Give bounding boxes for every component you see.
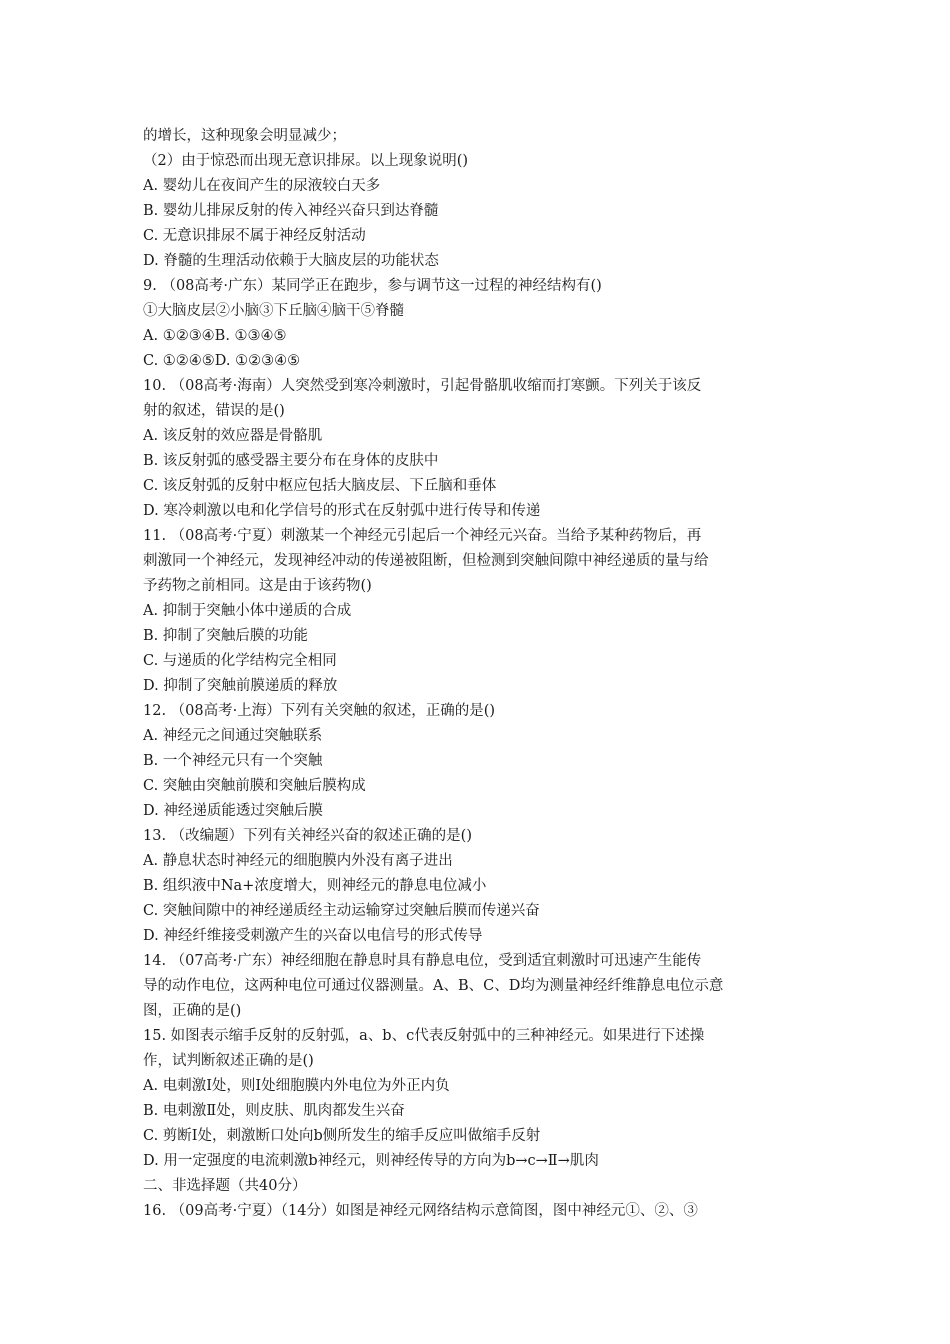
text-line: D. 抑制了突触前膜递质的释放 — [143, 678, 338, 694]
text-line: B. 组织液中Na+浓度增大，则神经元的静息电位减小 — [143, 878, 487, 894]
text-line: C. 与递质的化学结构完全相同 — [143, 653, 337, 669]
text-line: 作，试判断叙述正确的是() — [143, 1053, 314, 1069]
document-text — [143, 124, 823, 1224]
text-line: 12. （08高考·上海）下列有关突触的叙述，正确的是() — [143, 703, 496, 719]
text-line: A. 电刺激Ⅰ处，则Ⅰ处细胞膜内外电位为外正内负 — [143, 1078, 450, 1094]
text-line: 导的动作电位，这两种电位可通过仪器测量。A、B、C、D均为测量神经纤维静息电位示意 — [143, 978, 724, 994]
text-line: C. 剪断Ⅰ处，刺激断口处向b侧所发生的缩手反应叫做缩手反射 — [143, 1128, 541, 1144]
text-line: 射的叙述，错误的是() — [143, 403, 285, 419]
text-line: B. 该反射弧的感受器主要分布在身体的皮肤中 — [143, 453, 439, 469]
text-line: A. 婴幼儿在夜间产生的尿液较白天多 — [143, 178, 381, 194]
text-line: D. 寒冷刺激以电和化学信号的形式在反射弧中进行传导和传递 — [143, 503, 541, 519]
text-line: B. 电刺激Ⅱ处，则皮肤、肌肉都发生兴奋 — [143, 1103, 405, 1119]
text-line: B. 抑制了突触后膜的功能 — [143, 628, 308, 644]
text-line: C. 突触间隙中的神经递质经主动运输穿过突触后膜而传递兴奋 — [143, 903, 540, 919]
text-line: D. 脊髓的生理活动依赖于大脑皮层的功能状态 — [143, 253, 439, 269]
text-line: 二、非选择题（共40分） — [143, 1178, 307, 1194]
text-line: （2）由于惊恐而出现无意识排尿。以上现象说明() — [143, 153, 469, 169]
text-line: C. 突触由突触前膜和突触后膜构成 — [143, 778, 366, 794]
text-line: ①大脑皮层②小脑③下丘脑④脑干⑤脊髓 — [143, 303, 404, 319]
text-line: A. ①②③④B. ①③④⑤ — [143, 328, 287, 344]
text-line: D. 神经递质能透过突触后膜 — [143, 803, 323, 819]
text-line: 予药物之前相同。这是由于该药物() — [143, 578, 372, 594]
text-line: 的增长，这种现象会明显减少； — [143, 128, 346, 144]
text-line: 刺激同一个神经元，发现神经冲动的传递被阻断，但检测到突触间隙中神经递质的量与给 — [143, 553, 709, 569]
text-line: 16. （09高考·宁夏）（14分）如图是神经元网络结构示意简图，图中神经元①、②、③ — [143, 1203, 698, 1219]
text-line: D. 用一定强度的电流刺激b神经元，则神经传导的方向为b→c→Ⅱ→肌肉 — [143, 1153, 599, 1169]
text-line: A. 该反射的效应器是骨骼肌 — [143, 428, 323, 444]
text-line: B. 一个神经元只有一个突触 — [143, 753, 323, 769]
text-line: 10. （08高考·海南）人突然受到寒冷刺激时，引起骨骼肌收缩而打寒颤。下列关于该反 — [143, 378, 702, 394]
text-line: D. 神经纤维接受刺激产生的兴奋以电信号的形式传导 — [143, 928, 483, 944]
text-line: 9. （08高考·广东）某同学正在跑步，参与调节这一过程的神经结构有() — [143, 278, 602, 294]
text-line: A. 抑制于突触小体中递质的合成 — [143, 603, 352, 619]
text-line: 13. （改编题）下列有关神经兴奋的叙述正确的是() — [143, 828, 472, 844]
text-line: C. 该反射弧的反射中枢应包括大脑皮层、下丘脑和垂体 — [143, 478, 497, 494]
text-line: 14. （07高考·广东）神经细胞在静息时具有静息电位，受到适宜刺激时可迅速产生能传 — [143, 953, 702, 969]
text-line: C. 无意识排尿不属于神经反射活动 — [143, 228, 366, 244]
text-line: 15. 如图表示缩手反射的反射弧，a、b、c代表反射弧中的三种神经元。如果进行下述操 — [143, 1028, 705, 1044]
text-line: A. 静息状态时神经元的细胞膜内外没有离子进出 — [143, 853, 453, 869]
text-line: A. 神经元之间通过突触联系 — [143, 728, 323, 744]
text-line: 图，正确的是() — [143, 1003, 242, 1019]
text-line: B. 婴幼儿排尿反射的传入神经兴奋只到达脊髓 — [143, 203, 439, 219]
text-line: 11. （08高考·宁夏）刺激某一个神经元引起后一个神经元兴奋。当给予某种药物后，再 — [143, 528, 702, 544]
text-line: C. ①②④⑤D. ①②③④⑤ — [143, 353, 301, 369]
